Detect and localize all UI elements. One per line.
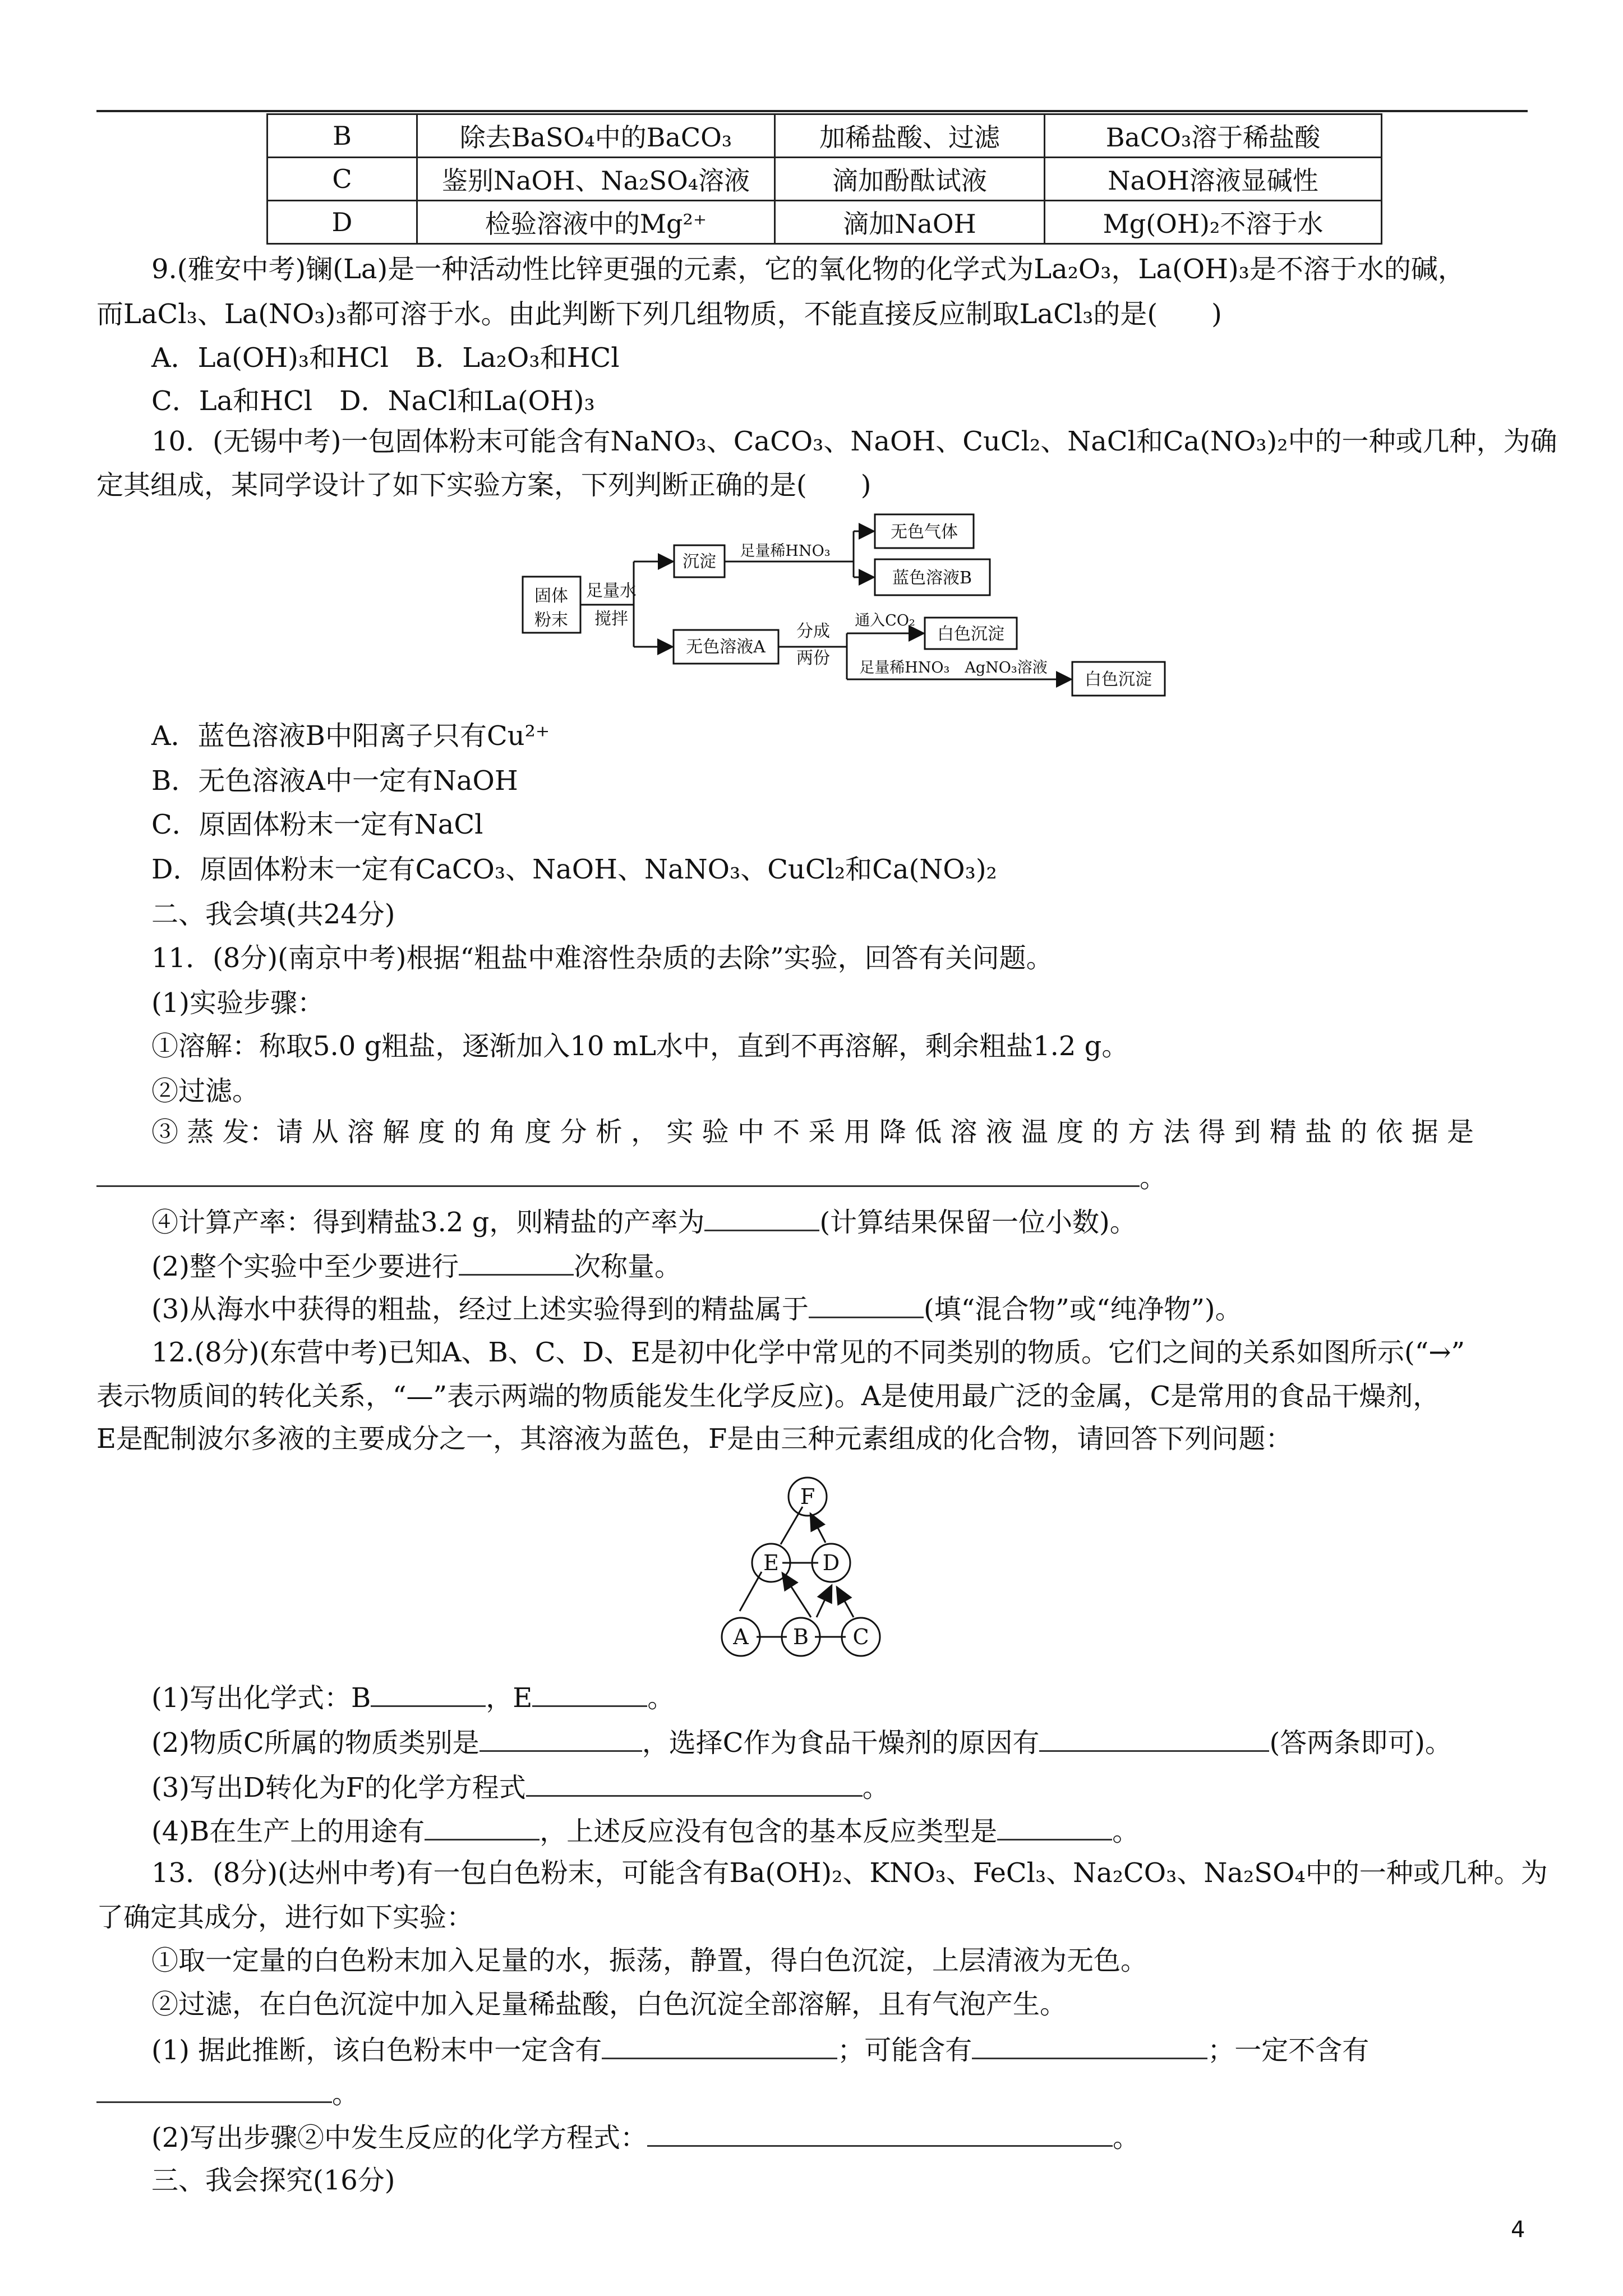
q11-filter: ②过滤。 (151, 1075, 260, 1107)
q13-part-1-cont: 。 (96, 2073, 359, 2114)
label-blue-solution: 蓝色溶液B (892, 568, 972, 588)
q13-step-2: ②过滤，在白色沉淀中加入足量稀盐酸，白色沉淀全部溶解，且有气泡产生。 (151, 1989, 1067, 2020)
node-label-a: A (733, 1625, 749, 1649)
node-label-d: D (822, 1550, 840, 1575)
label-water: 足量水 (586, 581, 637, 601)
label-two-parts: 两份 (796, 648, 830, 668)
line-e-f (781, 1507, 803, 1544)
q10-line-2: 定其组成，某同学设计了如下实验方案，下列判断正确的是( ) (96, 470, 872, 501)
answer-blank[interactable] (972, 2030, 1207, 2059)
section-2-heading: 二、我会填(共24分) (151, 899, 395, 930)
node-label-f: F (800, 1484, 815, 1509)
table-cell-method: 滴加酚酞试液 (775, 158, 1045, 201)
table-cell-reason: NaOH溶液显碱性 (1045, 158, 1382, 201)
label-powder: 粉末 (534, 610, 568, 630)
answer-blank[interactable] (96, 1157, 1140, 1187)
answer-blank[interactable] (459, 1246, 574, 1276)
q11-answer-line: 。 (96, 1157, 1166, 1198)
q12-line-1: 12.(8分)(东营中考)已知A、B、C、D、E是初中化学中常见的不同类别的物质。它们之间的关系如图所示(“→” (151, 1337, 1465, 1368)
q9-line-2: 而LaCl₃、La(NO₃)₃都可溶于水。由此判断下列几组物质，不能直接反应制取LaCl₃的是( ) (96, 298, 1222, 330)
label-co2: 通入CO₂ (855, 612, 915, 629)
answer-blank[interactable] (997, 1811, 1112, 1841)
q12-line-3: E是配制波尔多液的主要成分之一，其溶液为蓝色，F是由三种元素组成的化合物，请回答下列问题： (96, 1423, 1293, 1455)
experiment-flowchart (522, 513, 1166, 698)
answer-blank[interactable] (602, 2030, 837, 2059)
arrow-b-d (817, 1585, 832, 1617)
q11-yield: ④计算产率：得到精盐3.2 g，则精盐的产率为 (计算结果保留一位小数)。 (151, 1202, 1137, 1242)
answer-blank[interactable] (647, 2117, 1113, 2147)
table-cell-method: 滴加NaOH (775, 201, 1045, 244)
answer-blank[interactable] (96, 2073, 332, 2103)
node-label-c: C (852, 1625, 869, 1649)
relation-diagram (715, 1453, 984, 1688)
label-hno3-agno3: 足量稀HNO₃ AgNO₃溶液 (859, 659, 1048, 677)
q12-part-3: (3)写出D转化为F的化学方程式 。 (151, 1767, 889, 1807)
arrow-d-f (810, 1513, 826, 1543)
table-cell-method: 加稀盐酸、过滤 (775, 114, 1045, 158)
arrow-c-d (837, 1587, 854, 1617)
label-hno3: 足量稀HNO₃ (740, 542, 831, 560)
table-cell-purpose: 除去BaSO₄中的BaCO₃ (417, 114, 775, 158)
q10-option-a: A．蓝色溶液B中阳离子只有Cu²⁺ (151, 720, 550, 752)
answer-blank[interactable] (809, 1289, 924, 1318)
q9-options-cd: C．La和HCl D．NaCl和La(OH)₃ (151, 385, 595, 417)
q10-line-1: 10．(无锡中考)一包固体粉末可能含有NaNO₃、CaCO₃、NaOH、CuCl₂、NaCl和Ca(NO₃)₂中的一种或几种，为确 (151, 426, 1557, 457)
options-table (266, 113, 1382, 245)
table-row (268, 114, 1382, 158)
node-label-b: B (793, 1625, 809, 1649)
q9-line-1: 9.(雅安中考)镧(La)是一种活动性比锌更强的元素，它的氧化物的化学式为La₂O₃，La(OH)₃是不溶于水的碱， (151, 254, 1465, 285)
q13-part-2: (2)写出步骤②中发生反应的化学方程式： 。 (151, 2117, 1140, 2157)
node-label-e: E (763, 1550, 779, 1575)
table-cell-option: C (268, 158, 417, 201)
answer-blank[interactable] (425, 1811, 540, 1841)
q9-options-ab: A．La(OH)₃和HCl B．La₂O₃和HCl (151, 342, 620, 374)
table-cell-option: D (268, 201, 417, 244)
q13-line-2: 了确定其成分，进行如下实验： (96, 1902, 474, 1933)
label-stir: 搅拌 (594, 609, 628, 629)
q11-weighing: (2)整个实验中至少要进行 次称量。 (151, 1246, 681, 1286)
answer-blank[interactable] (532, 1677, 647, 1707)
arrow-b-e (782, 1573, 811, 1617)
answer-blank[interactable] (479, 1722, 642, 1752)
answer-blank[interactable] (704, 1202, 819, 1231)
q12-line-2: 表示物质间的转化关系，“—”表示两端的物质能发生化学反应)。A是使用最广泛的金属，C是常用的食品干燥剂， (96, 1381, 1440, 1412)
q11-evaporate: ③ 蒸 发：请 从 溶 解 度 的 角 度 分 析 ， 实 验 中 不 采 用 降 低 溶 液 温 度 的 方 法 得 到 精 盐 的 依 据 是 (151, 1116, 1474, 1148)
q13-line-1: 13．(8分)(达州中考)有一包白色粉末，可能含有Ba(OH)₂、KNO₃、FeCl₃、Na₂CO₃、Na₂SO₄中的一种或几种。为 (151, 1857, 1548, 1889)
q13-part-1: (1) 据此推断，该白色粉末中一定含有 ；可能含有 ；一定不含有 (151, 2030, 1369, 2070)
label-solid: 固体 (534, 586, 568, 606)
label-split: 分成 (796, 622, 830, 641)
table-cell-reason: BaCO₃溶于稀盐酸 (1045, 114, 1382, 158)
q10-option-c: C．原固体粉末一定有NaCl (151, 809, 483, 840)
q11-dissolve: ①溶解：称取5.0 g粗盐，逐渐加入10 mL水中，直到不再溶解，剩余粗盐1.2 g。 (151, 1030, 1129, 1062)
label-white-ppt-2: 白色沉淀 (1085, 670, 1152, 689)
q11-steps: (1)实验步骤： (151, 987, 324, 1019)
table-row (268, 201, 1382, 244)
label-white-ppt-1: 白色沉淀 (937, 624, 1004, 644)
answer-blank[interactable] (526, 1767, 863, 1797)
label-precipitate: 沉淀 (683, 552, 716, 572)
q10-option-b: B．无色溶液A中一定有NaOH (151, 765, 518, 797)
label-colorless-gas: 无色气体 (891, 522, 958, 542)
page-number: 4 (1511, 2217, 1525, 2243)
q11-line-1: 11．(8分)(南京中考)根据“粗盐中难溶性杂质的去除”实验，回答有关问题。 (151, 942, 1053, 974)
section-3-heading: 三、我会探究(16分) (151, 2165, 395, 2196)
answer-blank[interactable] (1039, 1722, 1269, 1752)
q12-part-2: (2)物质C所属的物质类别是 ，选择C作为食品干燥剂的原因有 (答两条即可)。 (151, 1722, 1452, 1763)
label-colorless-solution: 无色溶液A (686, 637, 766, 657)
table-cell-option: B (268, 114, 417, 158)
q10-option-d: D．原固体粉末一定有CaCO₃、NaOH、NaNO₃、CuCl₂和Ca(NO₃)₂ (151, 854, 997, 885)
table-cell-purpose: 鉴别NaOH、Na₂SO₄溶液 (417, 158, 775, 201)
header-rule (96, 110, 1528, 112)
table-cell-reason: Mg(OH)₂不溶于水 (1045, 201, 1382, 244)
table-cell-purpose: 检验溶液中的Mg²⁺ (417, 201, 775, 244)
q13-step-1: ①取一定量的白色粉末加入足量的水，振荡，静置，得白色沉淀，上层清液为无色。 (151, 1945, 1148, 1976)
q12-part-1: (1)写出化学式：B ，E 。 (151, 1677, 674, 1718)
table-row (268, 158, 1382, 201)
q12-part-4: (4)B在生产上的用途有 ，上述反应没有包含的基本反应类型是 。 (151, 1811, 1139, 1851)
answer-blank[interactable] (371, 1677, 486, 1707)
q11-purity: (3)从海水中获得的粗盐，经过上述实验得到的精盐属于 (填“混合物”或“纯净物”)。 (151, 1289, 1242, 1329)
